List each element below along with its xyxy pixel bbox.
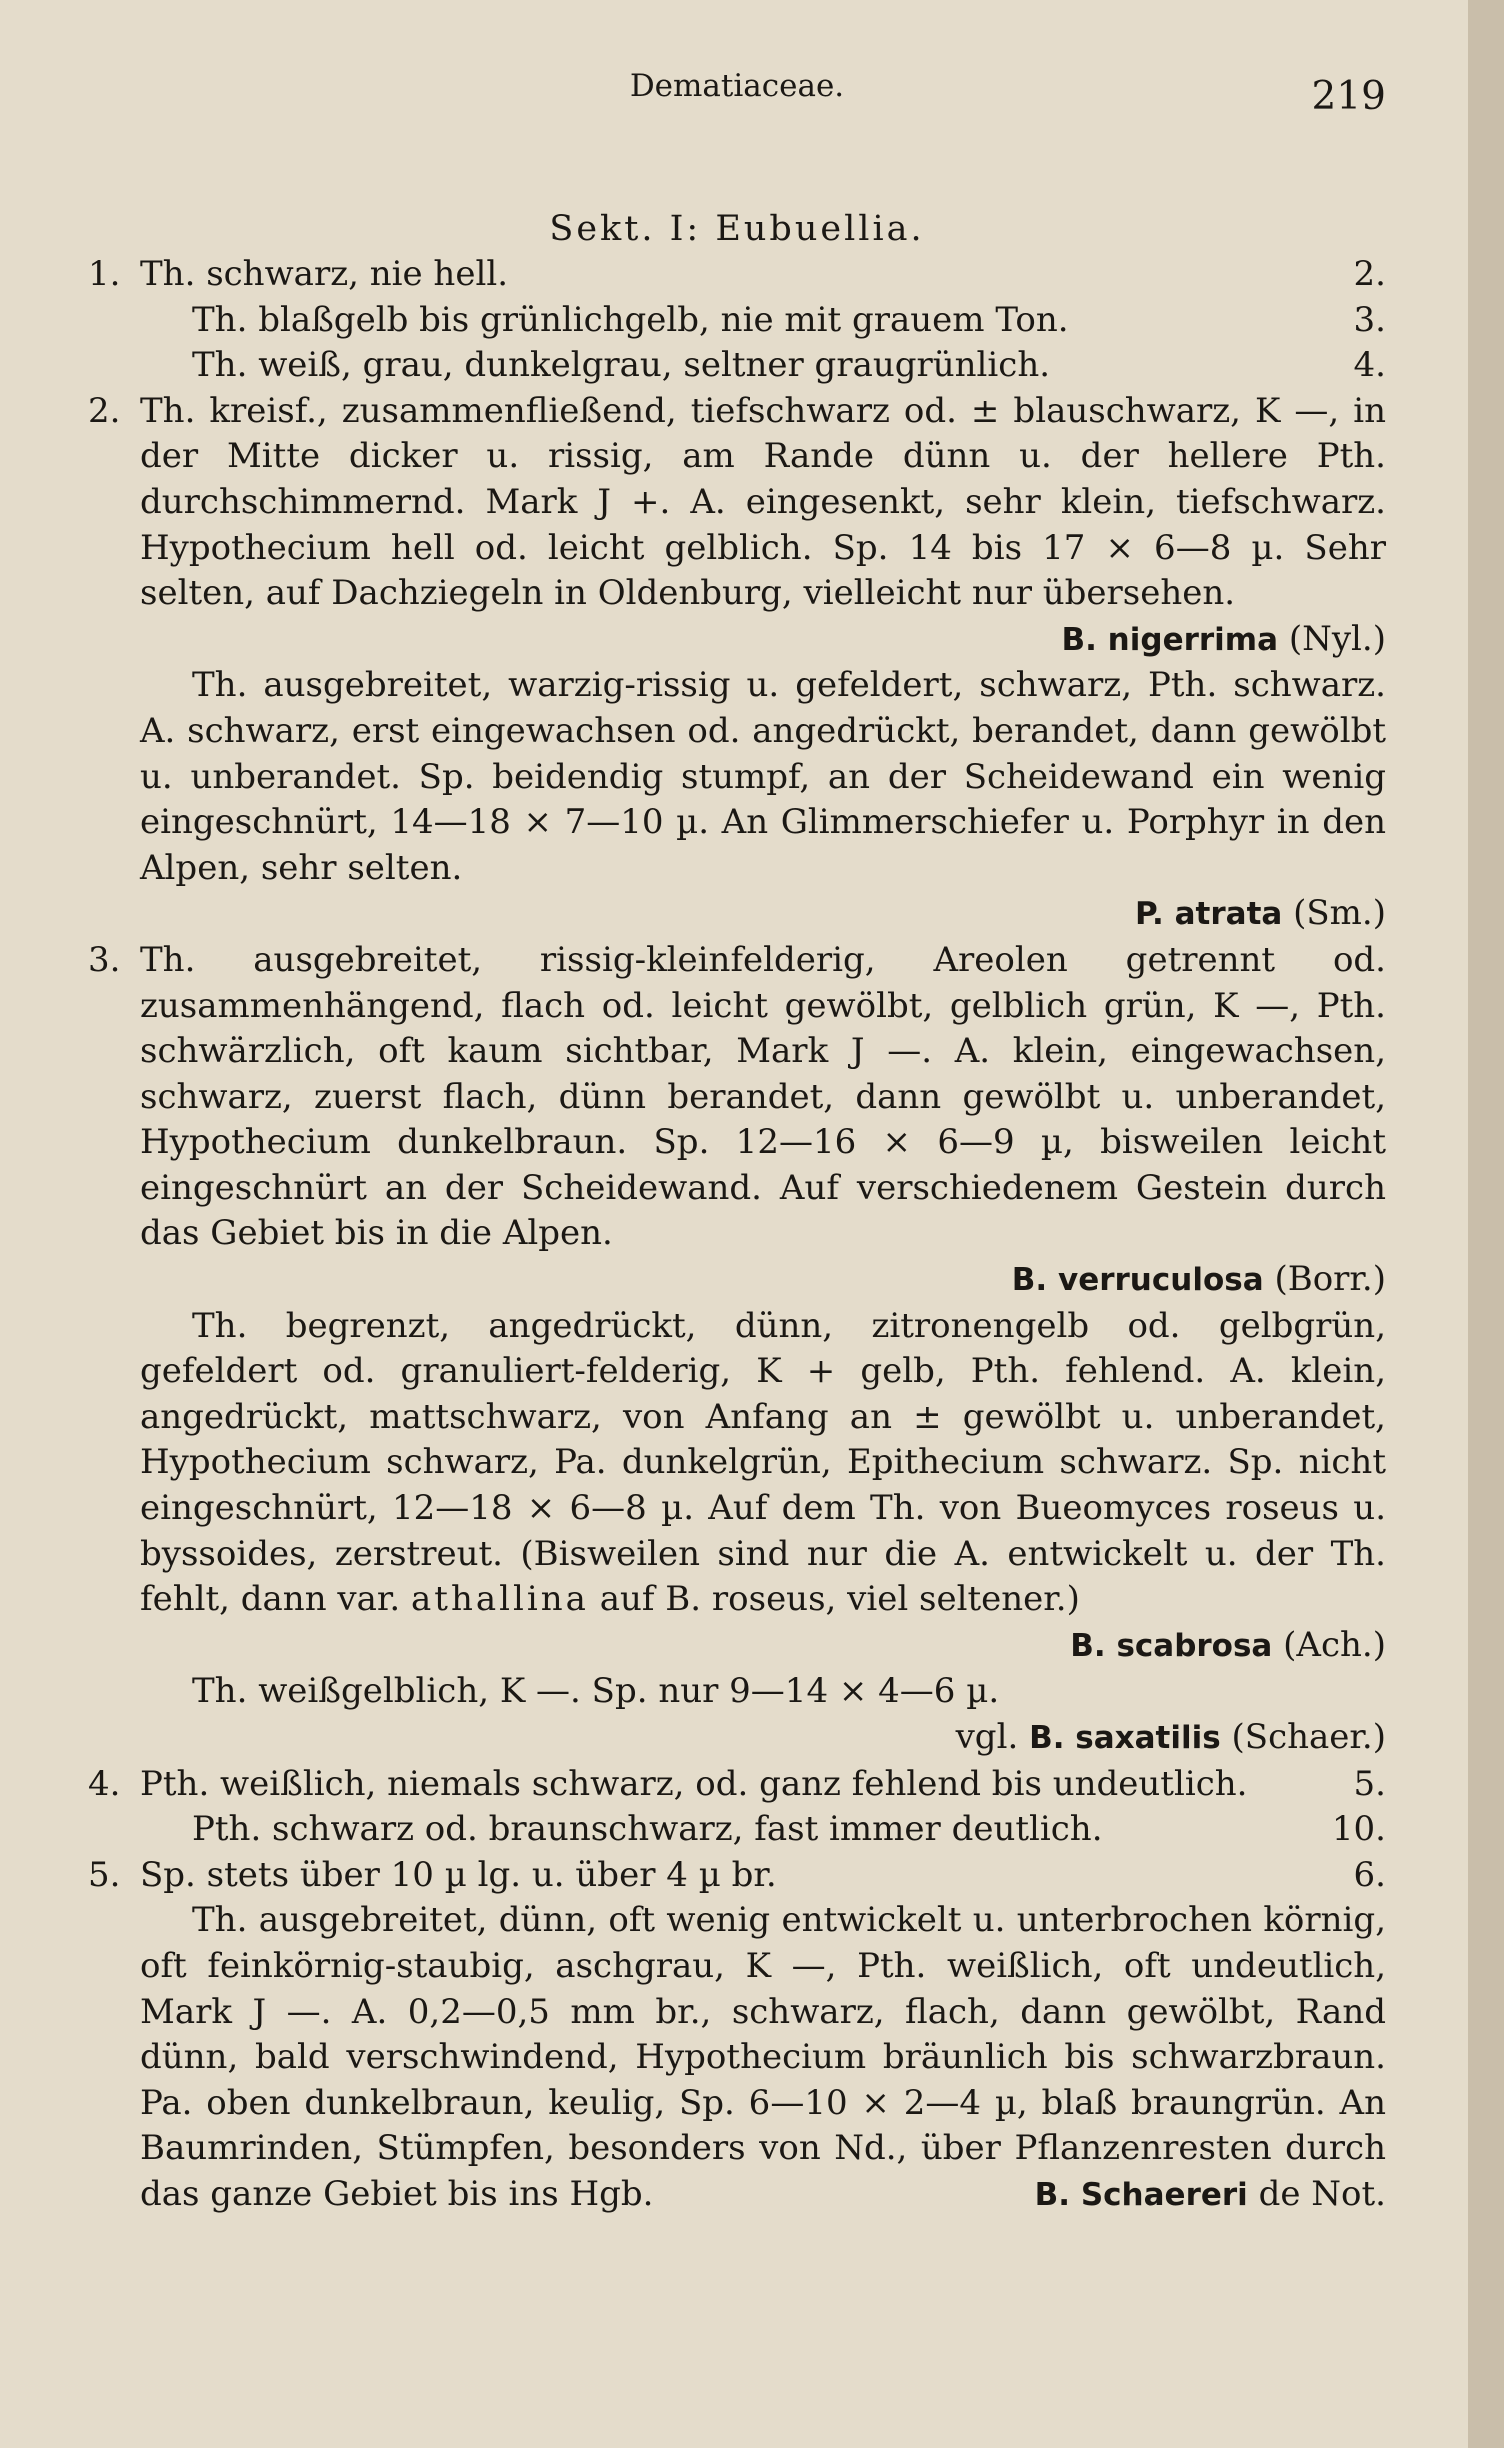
entry-text: Th. ausgebreitet, dünn, oft wenig entwickelt u. unterbrochen körnig, oft feinkörnig-staubig, aschgrau, K —, Pth. weißlich, oft undeutlich, Mark J —. A. 0,2—0,5 mm br., schwarz, flach, dann gewölbt, Rand dünn, bald verschwindend, Hypothecium bräunlich bis schwarzbraun. Pa. oben dunkelbraun, keulig, Sp. 6—10 × 2—4 µ, blaß braungrün. An Baumrinden, Stümpfen, besonders von Nd., über Pflanzenresten durch das ganze Gebiet bis ins Hgb. — [140, 1900, 1386, 2214]
page-header — [88, 60, 1386, 146]
page-edge — [1468, 0, 1504, 2448]
entry-text: Th. weiß, grau, dunkelgrau, seltner graugrünlich. — [192, 345, 1051, 386]
key-entry — [88, 343, 1386, 389]
page-number: 219 — [1311, 74, 1386, 119]
key-entry — [88, 298, 1386, 344]
variety-name: athallina — [411, 1579, 589, 1620]
species-name: B. verruculosa (Borr.) — [1011, 1259, 1386, 1300]
entry-text: Pth. weißlich, niemals schwarz, od. ganz fehlend bis undeutlich. — [140, 1763, 1248, 1804]
key-entry — [88, 1807, 1386, 1853]
lead-reference: 6. — [1353, 1854, 1386, 1895]
entry-text: Th. kreisf., zusammenfließend, tiefschwarz od. ± blauschwarz, K —, in der Mitte dicker u. rissig, am Rande dünn u. der hellere Pth. durchschimmernd. Mark J +. A. eingesenkt, sehr klein, tiefschwarz. Hypothecium hell od. leicht gelblich. Sp. 14 bis 17 × 6—8 µ. Sehr selten, auf Dachziegeln in Oldenburg, vielleicht nur übersehen. — [140, 390, 1386, 614]
species-name: P. atrata (Sm.) — [1135, 893, 1386, 934]
key-entry — [88, 1669, 1386, 1761]
species-author: (Schaer.) — [1231, 1717, 1386, 1757]
key-entry — [88, 938, 1386, 1304]
entry-text: Th. begrenzt, angedrückt, dünn, zitronengelb od. gelbgrün, gefeldert od. granuliert-felderig, K + gelb, Pth. fehlend. A. klein, angedrückt, mattschwarz, von Anfang an ± gewölbt u. unberandet, Hypothecium schwarz, Pa. dunkelgrün, Epithecium schwarz. Sp. nicht eingeschnürt, 12—18 × 6—8 µ. Auf dem Th. von Bueomyces roseus u. byssoides, zerstreut. (Bisweilen sind nur die A. entwickelt u. der Th. fehlt, dann var. — [140, 1305, 1386, 1620]
species-name: B. saxatilis (Schaer.) — [1029, 1717, 1386, 1757]
species-author: (Sm.) — [1293, 893, 1386, 934]
entry-number: 3. — [88, 939, 121, 980]
key-entry — [88, 252, 1386, 298]
lead-reference: 3. — [1353, 299, 1386, 340]
lead-reference: 10. — [1331, 1809, 1386, 1850]
key-entry — [88, 1853, 1386, 1899]
entry-number: 4. — [88, 1763, 121, 1804]
key-entry — [88, 389, 1386, 664]
entry-number: 5. — [88, 1854, 121, 1895]
key-entry — [88, 1898, 1386, 2218]
key-entry — [88, 1304, 1386, 1670]
lead-reference: 2. — [1353, 254, 1386, 294]
species-author: (Nyl.) — [1288, 618, 1386, 659]
entry-text: Pth. schwarz od. braunschwarz, fast immer deutlich. — [192, 1809, 1103, 1850]
compare-label: vgl. — [955, 1717, 1019, 1757]
entry-number: 2. — [88, 390, 121, 431]
species-author: de Not. — [1258, 2173, 1386, 2214]
section-title: Sekt. I: Eubuellia. — [549, 209, 925, 249]
entry-text: Th. schwarz, nie hell. — [140, 254, 509, 294]
entry-text: Th. blaßgelb bis grünlichgelb, nie mit grauem Ton. — [192, 299, 1069, 340]
lead-reference: 5. — [1353, 1763, 1386, 1804]
entry-number: 1. — [88, 254, 121, 294]
species-author: (Ach.) — [1283, 1624, 1386, 1665]
lead-reference: 4. — [1353, 345, 1386, 386]
entry-text: Th. weißgelblich, K —. Sp. nur 9—14 × 4—6 µ. — [192, 1671, 1000, 1712]
entry-text: Th. ausgebreitet, rissig-kleinfelderig, Areolen getrennt od. zusammenhängend, flach od. leicht gewölbt, gelblich grün, K —, Pth. schwärzlich, oft kaum sichtbar, Mark J —. A. klein, eingewachsen, schwarz, zuerst flach, dünn berandet, dann gewölbt u. unberandet, Hypothecium dunkelbraun. Sp. 12—16 × 6—9 µ, bisweilen leicht eingeschnürt an der Scheidewand. Auf verschiedenem Gestein durch das Gebiet bis in die Alpen. — [140, 939, 1386, 1254]
entry-text: auf B. roseus, viel seltener.) — [599, 1579, 1080, 1620]
species-name: B. scabrosa (Ach.) — [1070, 1624, 1386, 1665]
entry-text: Sp. stets über 10 µ lg. u. über 4 µ br. — [140, 1854, 777, 1895]
species-name: B. Schaereri de Not. — [1034, 2173, 1386, 2214]
species-name: B. nigerrima (Nyl.) — [1061, 618, 1386, 659]
species-author: (Borr.) — [1274, 1259, 1386, 1300]
entry-text: Th. ausgebreitet, warzig-rissig u. gefeldert, schwarz, Pth. schwarz. A. schwarz, erst eingewachsen od. angedrückt, berandet, dann gewölbt u. unberandet. Sp. beidendig stumpf, an der Scheidewand ein wenig eingeschnürt, 14—18 × 7—10 µ. An Glimmerschiefer u. Porphyr in den Alpen, sehr selten. — [140, 665, 1386, 888]
key-entry — [88, 663, 1386, 938]
running-head: Dematiaceae. — [629, 68, 845, 104]
key-entry — [88, 1762, 1386, 1808]
